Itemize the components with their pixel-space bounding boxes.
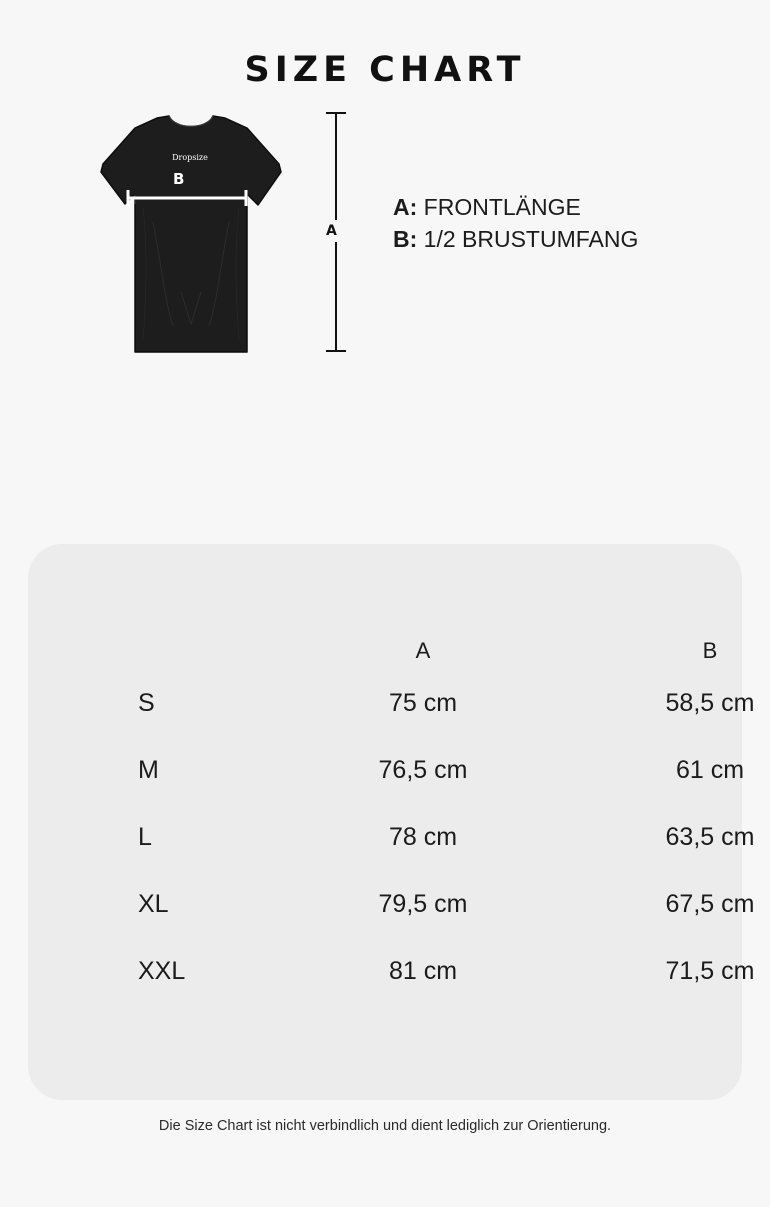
size-table-card — [28, 544, 755, 1100]
row-l-value-a: 78 cm — [388, 823, 458, 851]
legend-key-a: A: — [393, 194, 418, 220]
table-row — [28, 871, 770, 938]
length-measure-cap-bottom — [326, 350, 346, 352]
column-header-b: B — [702, 638, 718, 663]
chest-measure-label: B — [173, 170, 185, 188]
length-measure-cap-top — [326, 112, 346, 114]
column-header-a: A — [415, 638, 431, 663]
table-row — [28, 670, 770, 737]
table-row — [28, 737, 770, 804]
size-table-body — [28, 670, 770, 1005]
length-measure-label: A — [324, 220, 339, 242]
disclaimer-note: Die Size Chart ist nicht verbindlich und dient lediglich zur Orientierung. — [158, 1118, 612, 1134]
legend-item-b — [393, 224, 638, 256]
row-s-value-b: 58,5 cm — [665, 689, 755, 717]
size-table-head — [28, 544, 770, 670]
row-xxl-value-b: 71,5 cm — [665, 957, 755, 985]
row-size-l: L — [138, 823, 152, 851]
row-size-xl: XL — [138, 890, 169, 918]
legend-key-b: B: — [393, 225, 418, 252]
page-title: SIZE CHART — [244, 50, 526, 90]
tshirt-icon — [95, 112, 285, 372]
measurement-legend — [393, 192, 638, 255]
table-row — [28, 938, 770, 1005]
column-header-size — [28, 544, 278, 670]
table-header-row — [28, 544, 770, 670]
legend-item-a — [393, 192, 638, 224]
row-size-xxl: XXL — [138, 957, 186, 985]
length-measure — [318, 112, 352, 352]
size-table — [28, 544, 770, 1005]
row-size-s: S — [138, 689, 155, 717]
size-illustration — [0, 112, 770, 442]
table-row — [28, 804, 770, 871]
row-xl-value-b: 67,5 cm — [665, 890, 755, 918]
row-m-value-b: 61 cm — [675, 756, 745, 784]
row-size-m: M — [138, 756, 159, 784]
row-l-value-b: 63,5 cm — [665, 823, 755, 851]
row-s-value-a: 75 cm — [388, 689, 458, 717]
row-xl-value-a: 79,5 cm — [378, 890, 468, 918]
row-xxl-value-a: 81 cm — [388, 957, 458, 985]
row-m-value-a: 76,5 cm — [378, 756, 468, 784]
legend-text-b: 1/2 BRUSTUMFANG — [423, 225, 639, 252]
tshirt-illustration — [95, 112, 285, 372]
legend-text-a: FRONTLÄNGE — [423, 194, 581, 220]
shirt-brand-text: Dropsize — [172, 153, 208, 162]
